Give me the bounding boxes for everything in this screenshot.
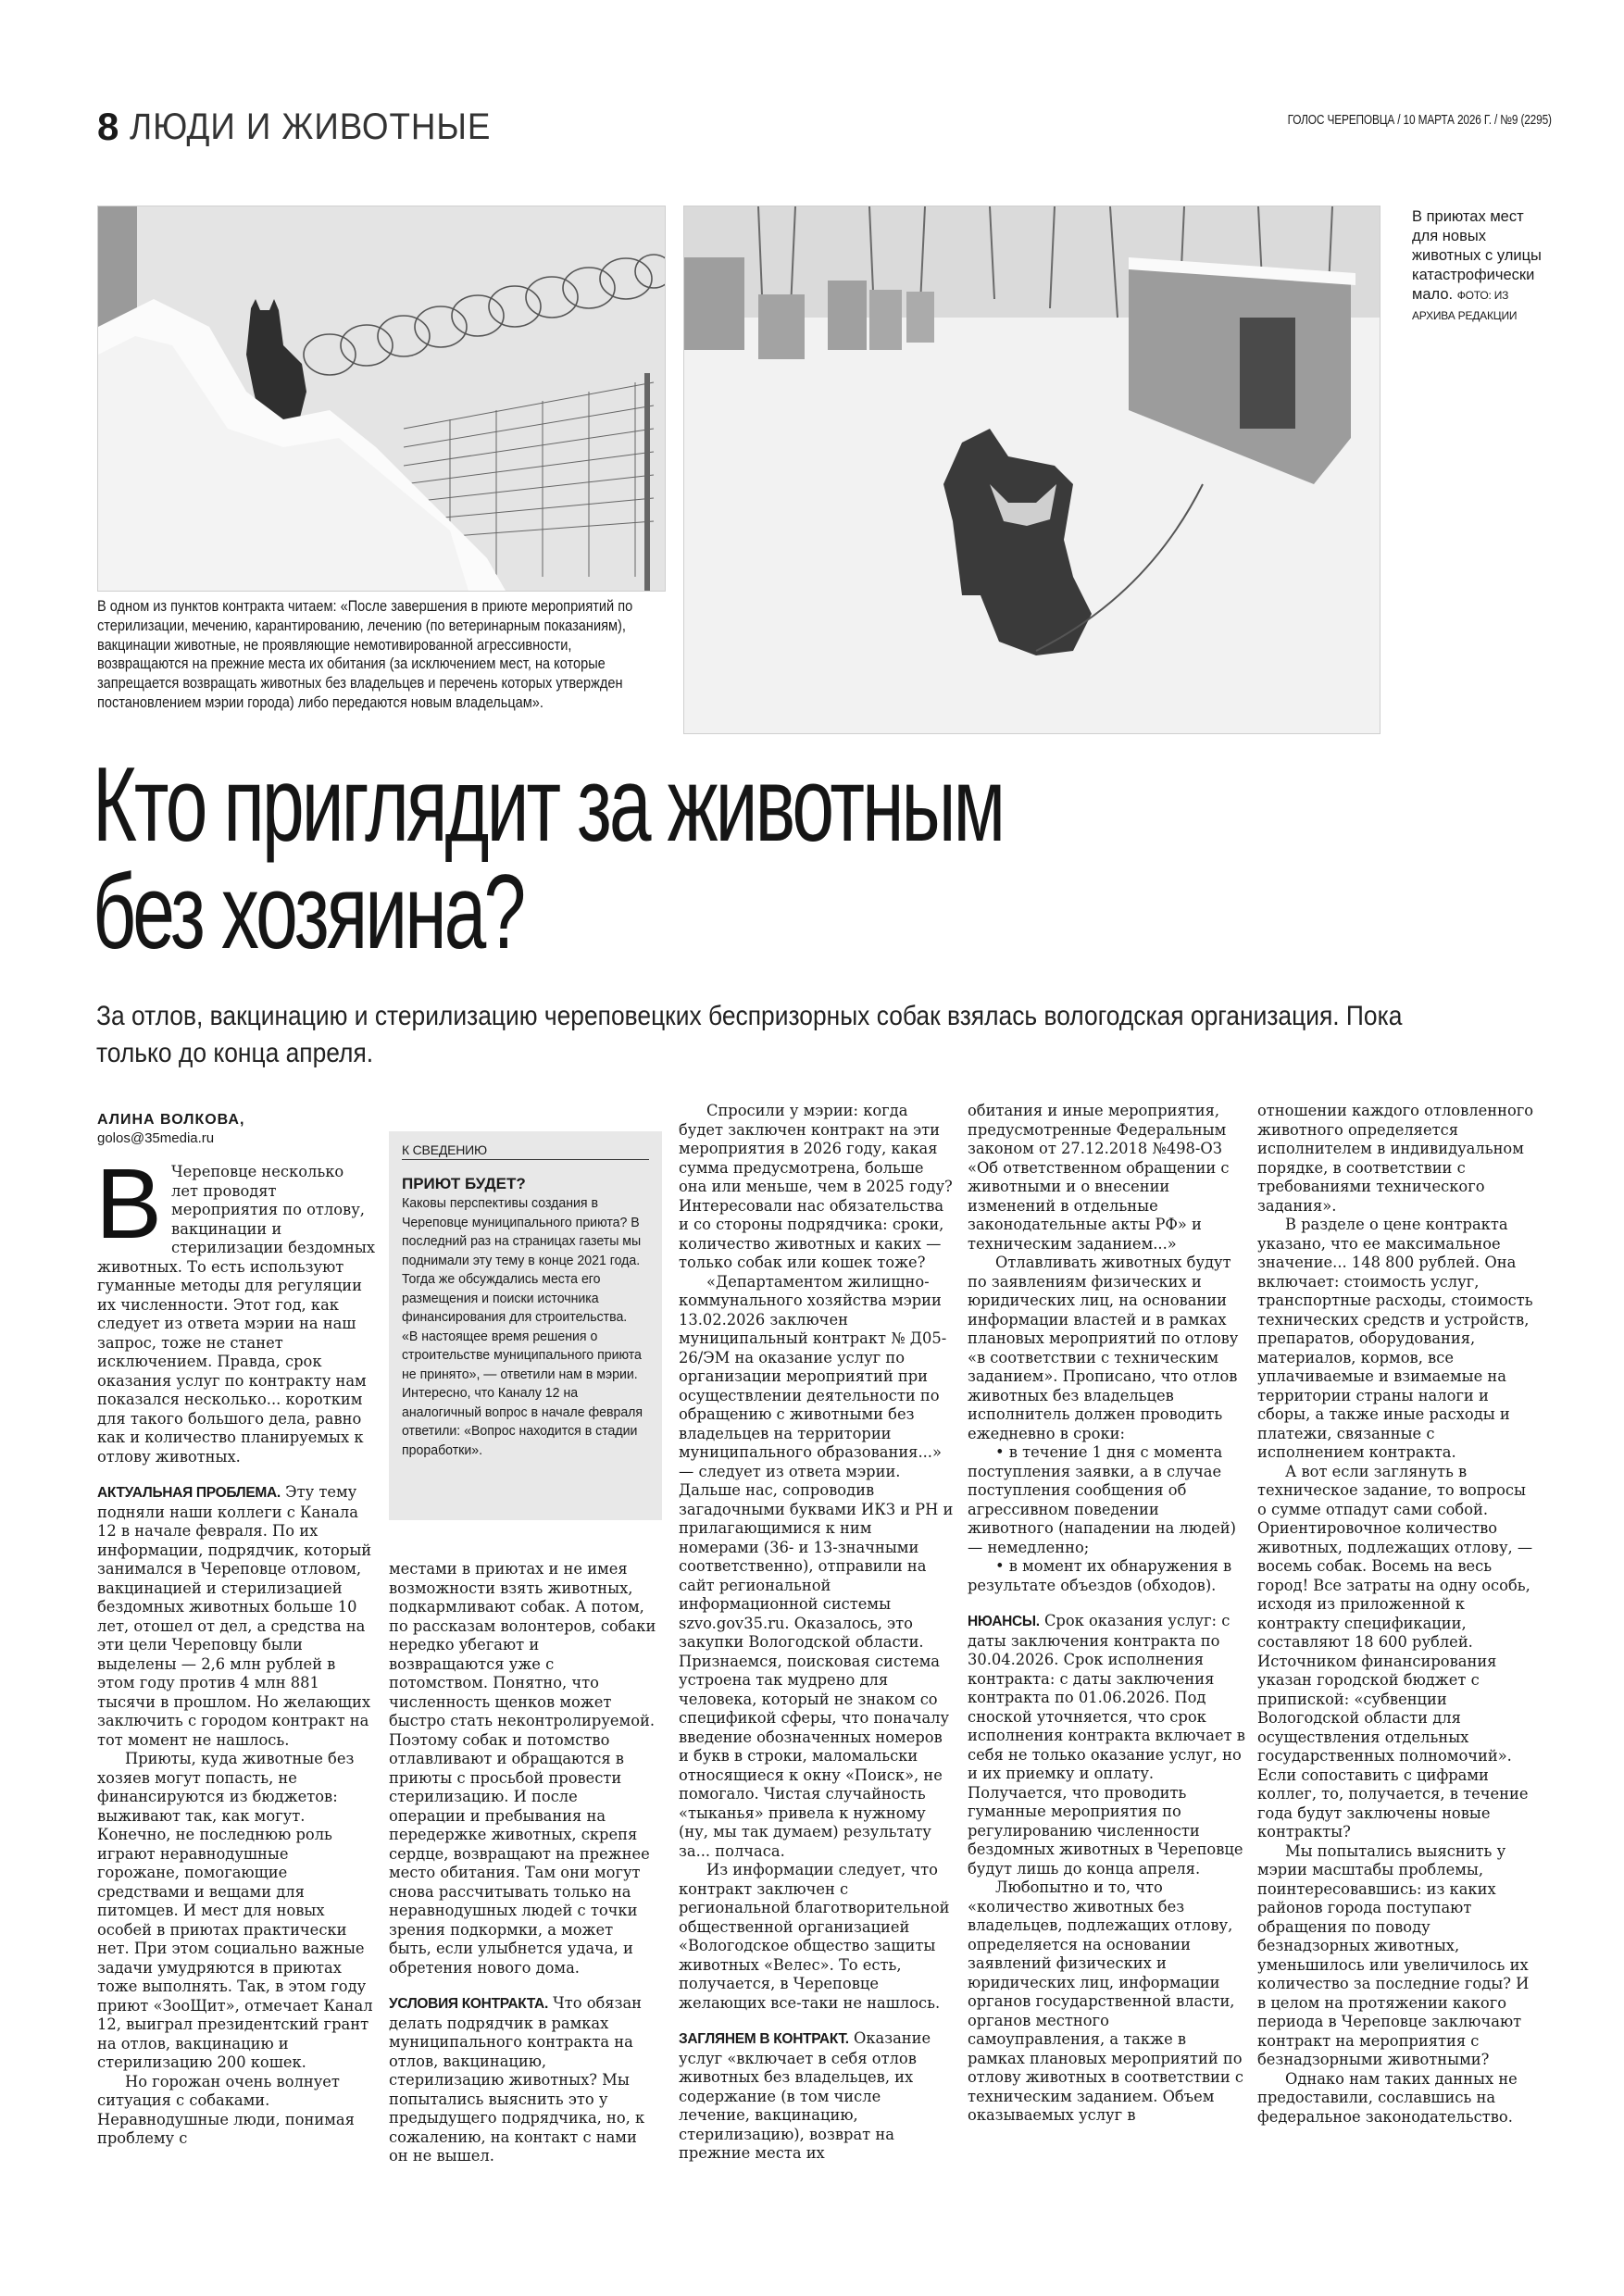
headline-line-2: без хозяина? (93, 854, 524, 971)
subhead: НЮАНСЫ. (968, 1614, 1040, 1629)
article-column-1 (97, 1111, 375, 2149)
sidebar-kicker: К СВЕДЕНИЮ (402, 1142, 649, 1160)
dropcap-letter: В (95, 1147, 163, 1259)
paragraph: обитания и иные мероприятия, предусмотренные Федеральным законом от 27.12.2018 №498-ОЗ «Об ответственном обращении с животными и о внесении изменений в отдельные законодательные акты РФ» и техническим заданием...» (968, 1102, 1230, 1253)
photo-dog-on-snow (97, 206, 666, 592)
info-sidebar (389, 1131, 662, 1520)
paragraph: А вот если заглянуть в техническое задание, то вопросы о сумме отпадут сами собой. Ориентировочное количество животных, подлежащих отлову, — восемь собак. Восемь на весь город! Все затраты на одну особь, исходя из приложенной к контракту спецификации, составляют 18 600 рублей. Источником финансирования указан городской бюджет с припиской: «субвенции Вологодской области для осуществления отдельных государственных полномочий». Если сопоставить с цифрами коллег, то, получается, в течение года будут заключены новые контракты? (1257, 1462, 1533, 1841)
author-email[interactable]: golos@35media.ru (97, 1130, 215, 1146)
article-column-4 (968, 1102, 1245, 2126)
paragraph: Череповце несколько лет проводят мероприятия по отлову, вакцинации и стерилизации бездомных животных. То есть используют гуманные методы для регуляции их численности. Этот год, как следует из ответа мэрии на наш запрос, тоже не станет исключением. Правда, срок оказания услуг по контракту нам показался несколько... коротким для такого большого дела, равно как и количество планируемых к отлову животных. (97, 1163, 376, 1466)
paragraph-with-subhead: АКТУАЛЬНАЯ ПРОБЛЕМА. Эту тему подняли наши коллеги с Канала 12 в начале февраля. По их информации, подрядчик, который занимался в Череповце отловом, вакцинацией и стерилизацией бездомных животных больше 10 лет, отошел от дел, а средства на эти цели Череповцу были выделены — 2,6 млн рублей в этом году против 4 млн 881 тысячи в прошлом. Но желающих заключить с городом контракт на тот момент не нашлось. (97, 1483, 372, 1749)
intro-paragraph (95, 1147, 376, 1466)
photo-caption-right (1412, 207, 1551, 326)
paragraph: Мы попытались выяснить у мэрии масштабы проблемы, поинтересовавшись: из каких районов города поступают обращения по поводу безнадзорных животных, уменьшилось или увеличилось их количество за последние годы? И в целом на протяжении какого периода в Череповце заключают контракт на мероприятия с безнадзорными животными? (1257, 1841, 1530, 2068)
paragraph: Однако нам таких данных не предоставили, сославшись на федеральное законодательство. (1257, 2069, 1518, 2126)
paragraph: Спросили у мэрии: когда будет заключен контракт на эти мероприятия в 2026 году, какая сумма предусмотрена, больше она или меньше, чем в 2025 году? Интересовали нас обязательства и со стороны подрядчика: сроки, количество животных и каких — только собак или кошек тоже? (679, 1102, 953, 1271)
dog-fence-image (98, 206, 665, 591)
article-column-3 (679, 1102, 956, 2164)
paragraph: «Департаментом жилищно-коммунального хозяйства мэрии 13.02.2026 заключен муниципальный контракт № Д05-26/ЭМ на оказание услуг по организации мероприятий при осуществлении деятельности по обращению с животными без владельцев на территории муниципального образования...» — следует из ответа мэрии. Дальше нас, сопроводив загадочными буквами ИКЗ и РН и прилагающимися к ним номерами (36- и 13-значными соответственно), отправили на сайт региональной информационной системы szvo.gov35.ru. Оказалось, это закупки Вологодской области. Признаемся, поисковая система устроена так мудрено для человека, который не знаком со спецификой сферы, что поначалу введение обозначенных номеров и букв в строки, маломальски относящиеся к окну «Поиск», не помогало. Чистая случайность «тыканья» привела к нужному (ну, мы так думаем) результату за... полчаса. (679, 1272, 954, 1860)
paragraph: Любопытно и то, что «количество животных без владельцев, подлежащих отлову, определяется на основании заявлений физических и юридических лиц, информации органов государственной власти, органов местного самоуправления, а также в рамках плановых мероприятий по отлову животных в соответствии с техническим заданием. Объем оказываемых услуг в (968, 1878, 1244, 2124)
subhead: ЗАГЛЯНЕМ В КОНТРАКТ. (679, 2031, 849, 2047)
paragraph-with-subhead: НЮАНСЫ. Срок оказания услуг: с даты заключения контракта по 30.04.2026. Срок исполнения контракта: с даты заключения контракта по 01.06.2026. Под сноской уточняется, что срок исполнения контракта включает в себя не только оказание услуг, но и их приемку и оплату. Получается, что проводить гуманные мероприятия по регулированию численности бездомных животных в Череповце будут лишь до конца апреля. (968, 1612, 1245, 1878)
lead-text: За отлов, вакцинацию и стерилизацию череповецких беспризорных собак взялась вологодская организация. Пока только до конца апреля. (96, 1001, 1403, 1068)
paragraph: Но горожан очень волнует ситуация с собаками. Неравнодушные люди, понимая проблему с (97, 2072, 355, 2147)
subhead: УСЛОВИЯ КОНТРАКТА. (389, 1996, 548, 2012)
sidebar-paragraph: «В настоящее время решения о строительстве муниципального приюта не принято», — ответили нам в мэрии. Интересно, что Каналу 12 на аналогичный вопрос в начале февраля ответили: «Вопрос находится в стадии проработки». (402, 1328, 643, 1458)
article-headline (93, 746, 1226, 971)
subhead: АКТУАЛЬНАЯ ПРОБЛЕМА. (97, 1485, 281, 1501)
photo-credit: ФОТО: ИЗ АРХИВА РЕДАКЦИИ (1412, 289, 1518, 322)
author-name: АЛИНА ВОЛКОВА, (97, 1112, 245, 1128)
bullet-item: • в момент их обнаружения в результате объездов (обходов). (968, 1557, 1232, 1594)
caption-text: В приютах мест для новых животных с улицы катастрофически мало. (1412, 208, 1542, 303)
paragraph: Отлавливать животных будут по заявлениям физических и юридических лиц, на основании информации властей и в рамках плановых мероприятий по отлову «в соответствии с техническим заданием». Прописано, что отлов животных без владельцев исполнитель должен проводить ежедневно в сроки: (968, 1254, 1239, 1442)
photo-dog-on-chain (683, 206, 1380, 734)
article-column-5 (1257, 1102, 1535, 2127)
bullet-item: • в течение 1 дня с момента поступления заявки, а в случае поступления сообщения об агрессивном поведении животного (нападении на людей) — немедленно; (968, 1443, 1236, 1556)
photo-caption-left: В одном из пунктов контракта читаем: «После завершения в приюте мероприятий по стерилизации, мечению, карантированию, лечению (по ветеринарным показаниям), вакцинации животные, не проявляющие немотивированной агрессивности, возвращаются на прежние места их обитания (за исключением мест, на которые запрещается возвращать животных без владельцев и перечень которых утвержден постановлением мэрии города) либо передаются новым владельцам». (97, 598, 633, 711)
paragraph: Приюты, куда животные без хозяев могут попасть, не финансируются из бюджетов: выживают так, как могут. Конечно, не последнюю роль играют неравнодушные горожане, помогающие средствами и вещами для питомцев. И мест для новых особей в приютах практически нет. При этом социально важные задачи умудряются в приютах тоже выполнять. Так, в этом году приют «ЗооЩит», отмечает Канал 12, выиграл президентский грант на отлов, вакцинацию и стерилизацию 200 кошек. (97, 1750, 373, 2071)
article-column-2 (389, 1560, 657, 2166)
sidebar-title: ПРИЮТ БУДЕТ? (402, 1175, 526, 1192)
headline-line-1: Кто приглядит за животным (93, 746, 1004, 864)
section-rubric: ЛЮДИ И ЖИВОТНЫЕ (130, 106, 492, 147)
paragraph: Из информации следует, что контракт заключен с региональной благотворительной общественной организацией «Вологодское общество защиты животных «Велес». То есть, получается, в Череповце желающих все-таки не нашлось. (679, 1861, 950, 2012)
paragraph: В разделе о цене контракта указано, что ее максимальное значение... 148 800 рублей. Она включает: стоимость услуг, транспортные расходы, стоимость технических средств и устройств, препаратов, оборудования, материалов, кормов, все уплачиваемые и взимаемые на территории страны налоги и сборы, а также иные расходы и платежи, связанные с исполнением контракта. (1257, 1216, 1533, 1461)
paragraph: отношении каждого отловленного животного определяется исполнителем в индивидуальном порядке, в соответствии с требованиями технического задания». (1257, 1102, 1534, 1215)
paragraph: местами в приютах и не имея возможности взять животных, подкармливают собак. А потом, по рассказам волонтеров, собаки нередко убегают и возвращаются уже с потомством. Понятно, что численность щенков может быстро стать неконтролируемой. Поэтому собак и потомство отлавливают и обращаются в приюты с просьбой провести стерилизацию. И после операции и пребывания на передержке животных, скрепя сердце, возвращают на прежнее место обитания. Там они могут снова рассчитывать только на неравнодушных людей с точки зрения подкормки, а может быть, если улыбнется удача, и обретения нового дома. (389, 1560, 656, 1977)
paragraph-with-subhead: УСЛОВИЯ КОНТРАКТА. Что обязан делать подрядчик в рамках муниципального контракта на отлов, вакцинацию, стерилизацию животных? Мы попытались выяснить это у предыдущего подрядчика, но, к сожалению, на контакт с нами он не вышел. (389, 1994, 645, 2165)
page-number: 8 (97, 105, 119, 148)
article-lead (96, 998, 1481, 1072)
sidebar-body (402, 1194, 647, 1460)
shelter-dog-image (684, 206, 1380, 733)
sidebar-paragraph: Каковы перспективы создания в Череповце муниципального приюта? В последний раз на страницах газеты мы поднимали эту тему в конце 2021 года. Тогда же обсуждались места его размещения и поиски источника финансирования для строительства. (402, 1195, 642, 1325)
paragraph-with-subhead: ЗАГЛЯНЕМ В КОНТРАКТ. Оказание услуг «включает в себя отлов животных без владельцев, их содержание (в том числе лечение, вакцинацию, стерилизацию), возврат на прежние места их (679, 2029, 931, 2162)
masthead-info: ГОЛОС ЧЕРЕПОВЦА / 10 МАРТА 2026 Г. / №9 (2295) (1287, 113, 1552, 128)
